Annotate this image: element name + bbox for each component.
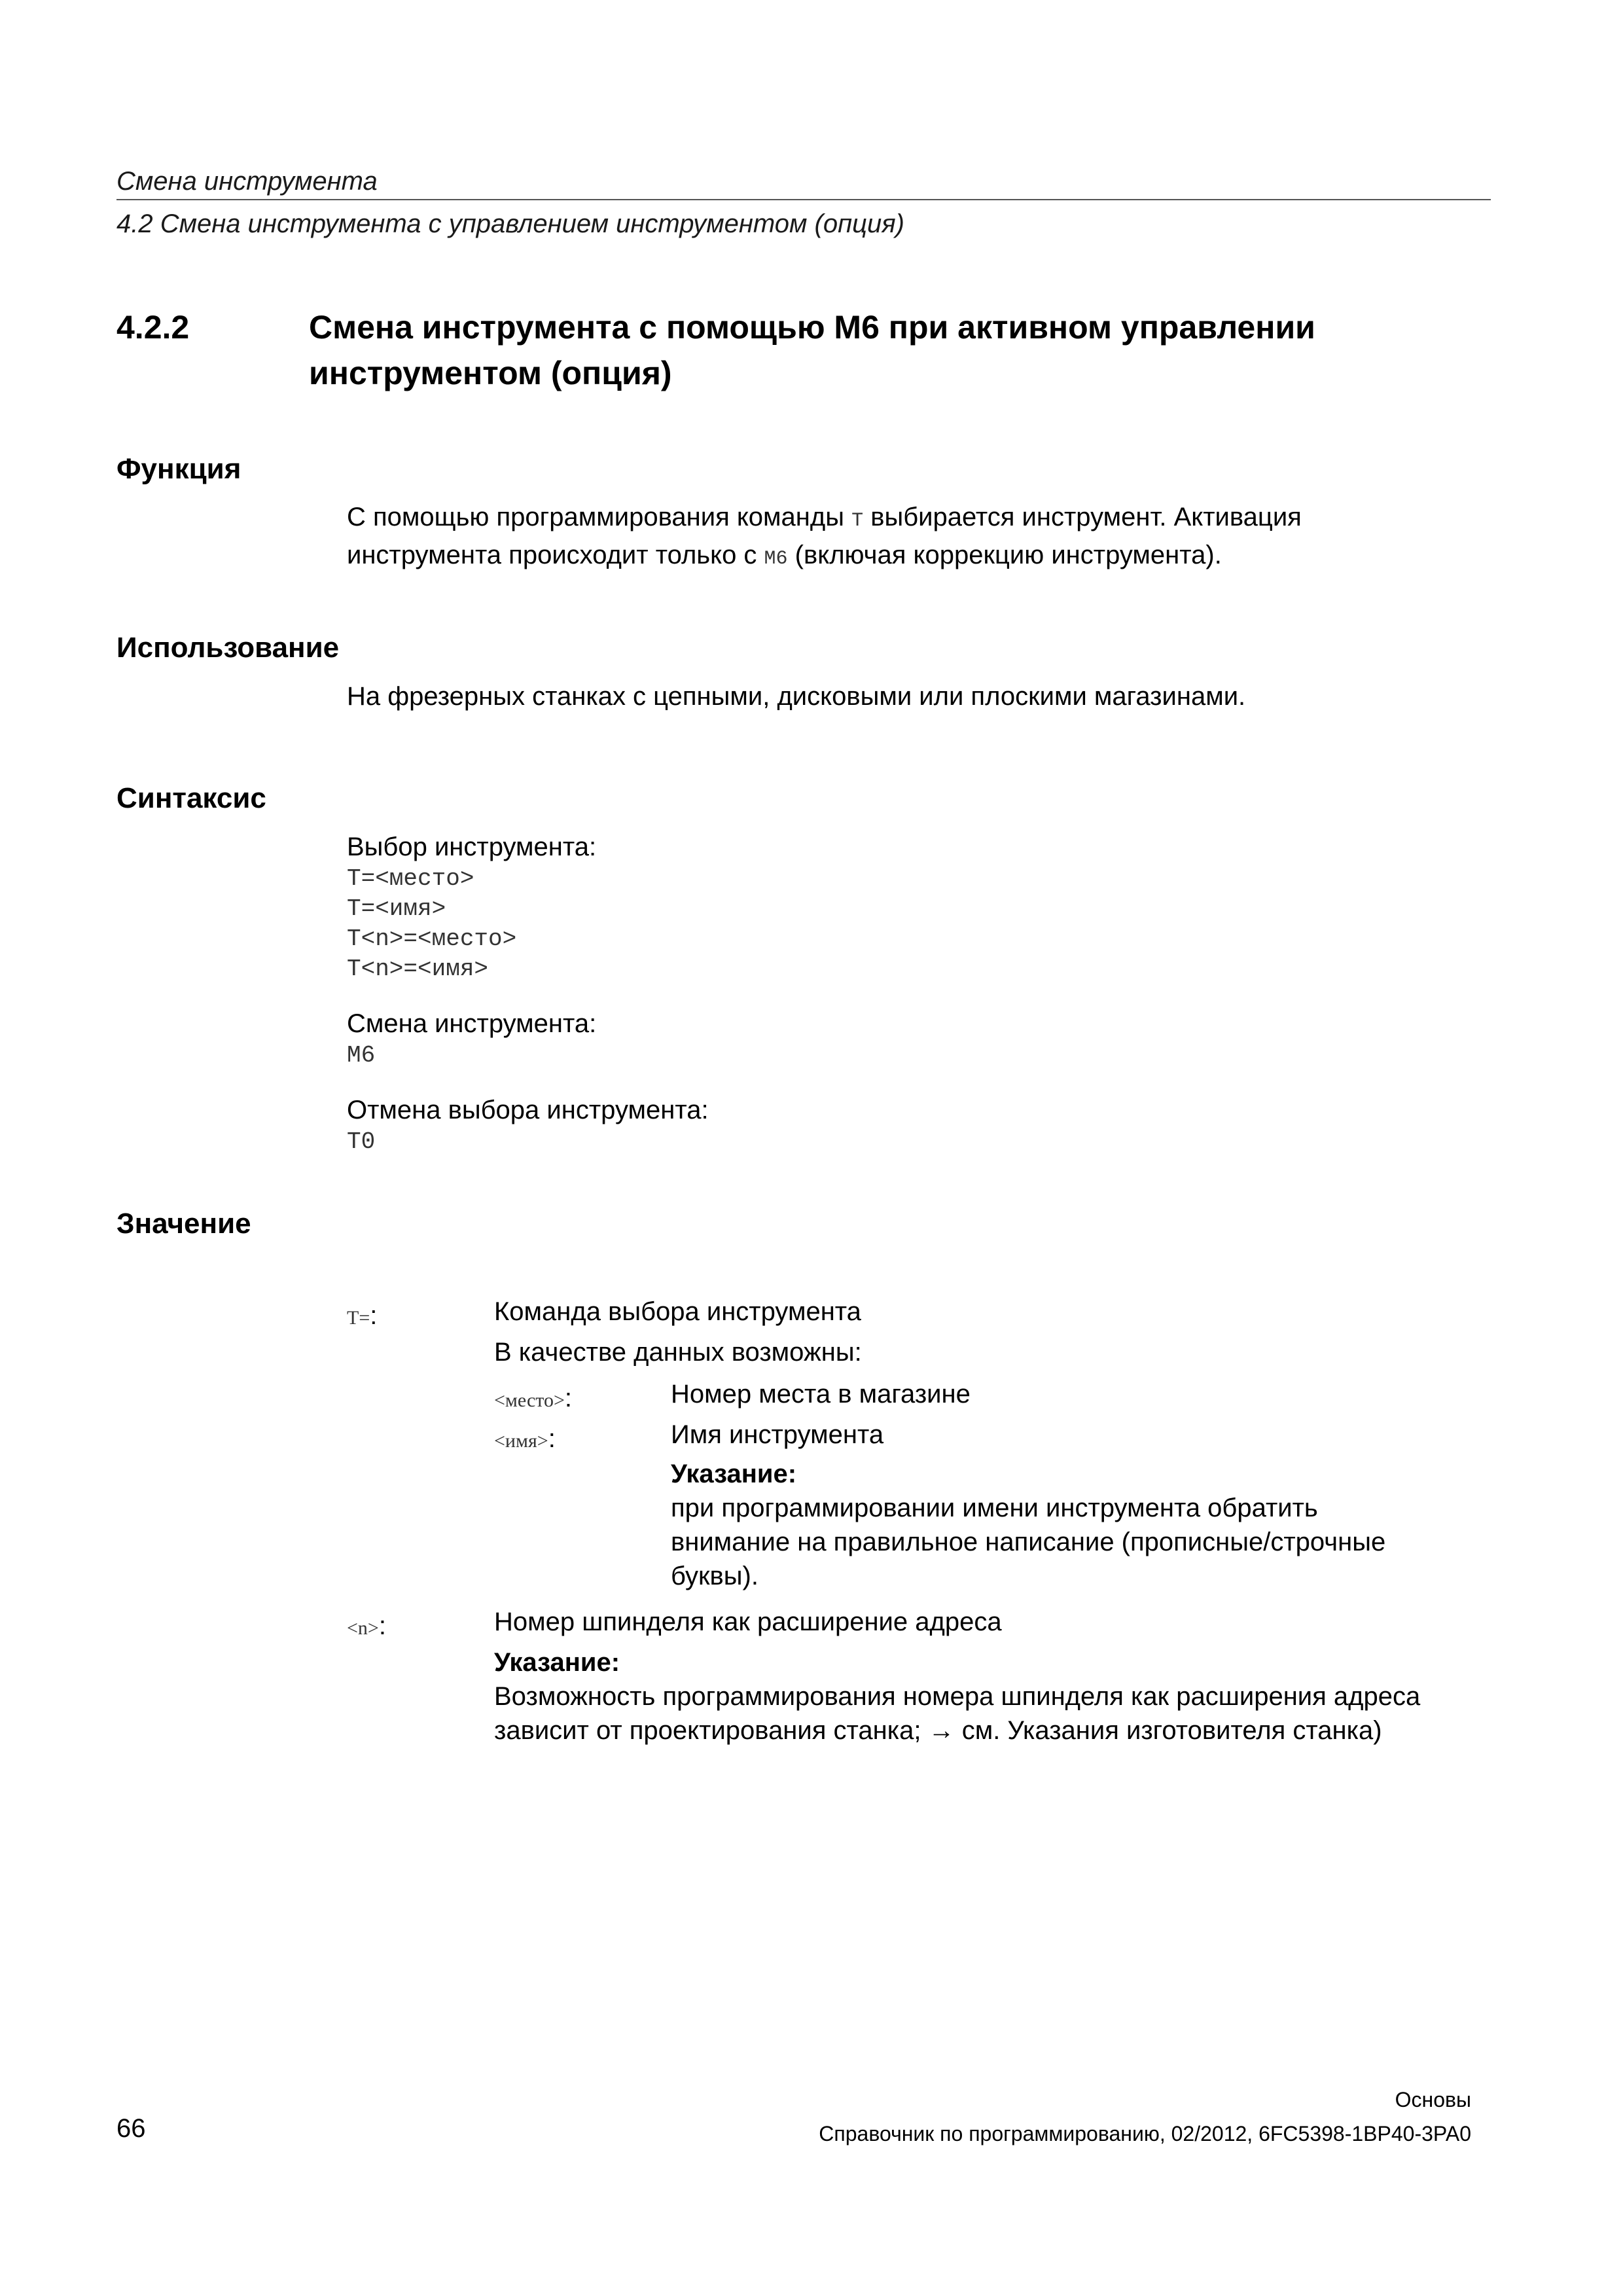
- section-title-line1: Смена инструмента с помощью М6 при активном управлении: [309, 309, 1315, 346]
- term-n-desc: Номер шпинделя как расширение адреса: [494, 1607, 1002, 1636]
- section-title: [309, 304, 1315, 396]
- syntax-select-line-1: T=<место>: [347, 865, 474, 892]
- syntax-deselect-label: Отмена выбора инструмента:: [347, 1096, 709, 1124]
- function-heading: Функция: [116, 453, 241, 485]
- data-intro: В качестве данных возможны:: [494, 1338, 862, 1367]
- note-1: [671, 1457, 1385, 1593]
- term-name: <имя>:: [494, 1424, 556, 1453]
- term-place: <место>:: [494, 1384, 573, 1412]
- syntax-select-line-2: T=<имя>: [347, 895, 446, 922]
- running-header-chapter: Смена инструмента: [116, 167, 378, 196]
- code-t: T: [851, 510, 864, 532]
- note-2-line-1: Возможность программирования номера шпинделя как расширения адреса: [494, 1682, 1421, 1711]
- term-place-desc: Номер места в магазине: [671, 1380, 971, 1408]
- meaning-heading: Значение: [116, 1208, 251, 1240]
- section-number: 4.2.2: [116, 309, 190, 346]
- footer-reference: Справочник по программированию, 02/2012, 6FC5398-1BP40-3PA0: [819, 2122, 1471, 2145]
- term-t-desc: Команда выбора инструмента: [494, 1297, 861, 1326]
- note-2-line-2: зависит от проектирования станка; → см. Указания изготовителя станка): [494, 1716, 1382, 1745]
- note-2: [494, 1645, 1420, 1748]
- code-m6: M6: [764, 548, 788, 570]
- function-line-1: С помощью программирования команды T выбирается инструмент. Активация: [347, 503, 1302, 532]
- section-title-line2: инструментом (опция): [309, 355, 672, 391]
- syntax-block: [347, 830, 709, 1157]
- note-1-heading: Указание:: [671, 1460, 797, 1488]
- page-number: 66: [116, 2114, 146, 2143]
- usage-text: На фрезерных станках с цепными, дисковыми или плоскими магазинами.: [347, 682, 1246, 711]
- syntax-select-label: Выбор инструмента:: [347, 833, 597, 861]
- note-1-line-3: буквы).: [671, 1562, 758, 1590]
- function-line-2: инструмента происходит только с M6 (включая коррекцию инструмента).: [347, 541, 1222, 570]
- syntax-change-label: Смена инструмента:: [347, 1009, 597, 1038]
- usage-heading: Использование: [116, 632, 340, 664]
- note-1-line-2: внимание на правильное написание (прописные/строчные: [671, 1528, 1386, 1556]
- syntax-select-line-4: T<n>=<имя>: [347, 956, 489, 982]
- note-2-heading: Указание:: [494, 1648, 620, 1677]
- function-text: [347, 500, 1302, 576]
- term-n: <n>:: [347, 1611, 386, 1640]
- term-t: T=:: [347, 1301, 378, 1330]
- syntax-select-line-3: T<n>=<место>: [347, 925, 517, 952]
- syntax-heading: Синтаксис: [116, 782, 266, 814]
- footer-book: Основы: [1395, 2088, 1471, 2111]
- running-header-section: 4.2 Смена инструмента с управлением инструментом (опция): [116, 209, 904, 238]
- note-1-line-1: при программировании имени инструмента обратить: [671, 1494, 1318, 1522]
- header-rule: [116, 199, 1491, 200]
- term-name-desc: Имя инструмента: [671, 1420, 884, 1449]
- syntax-deselect-code: T0: [347, 1128, 376, 1155]
- syntax-change-code: M6: [347, 1042, 376, 1069]
